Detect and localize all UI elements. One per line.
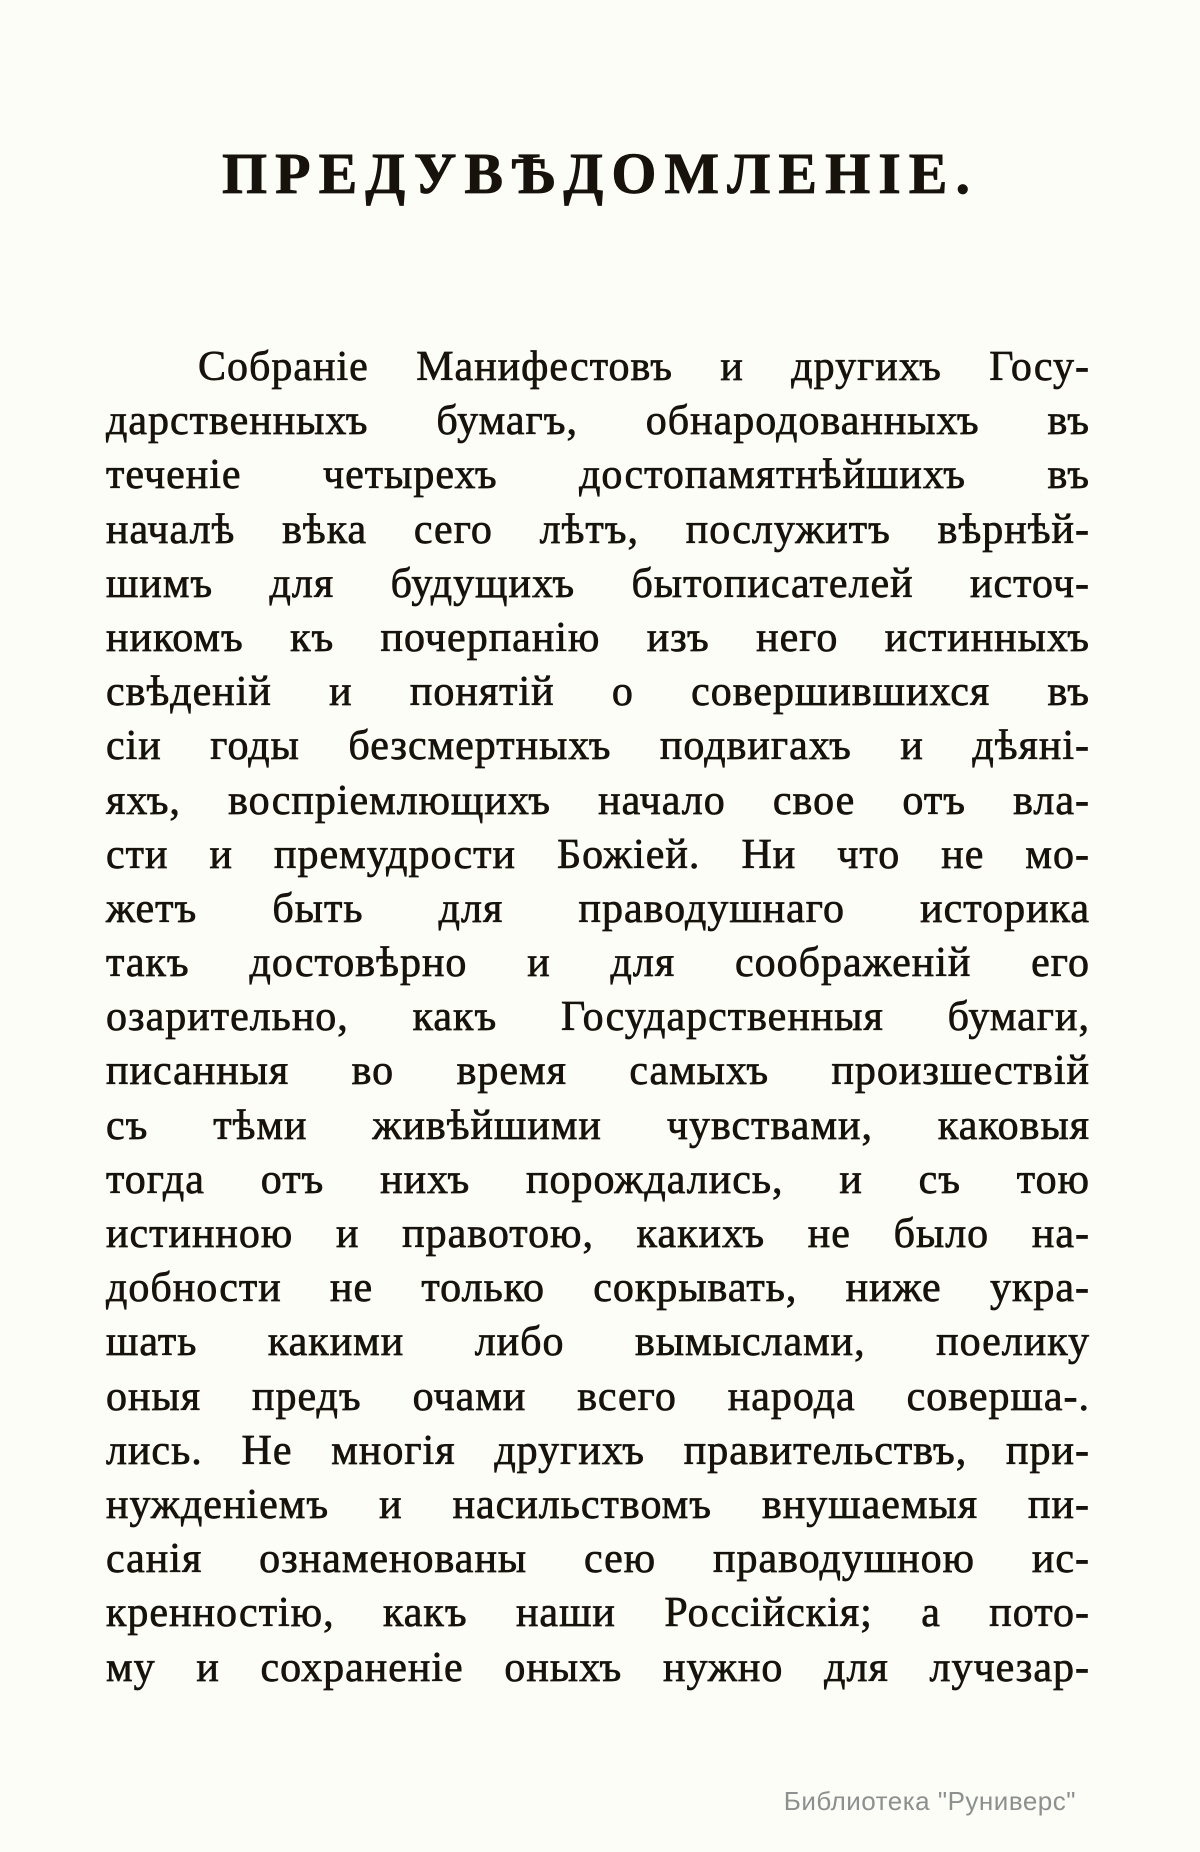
body-line: му и сохраненіе оныхъ нужно для лучезар- <box>106 1644 1090 1691</box>
body-line: оныя предъ очами всего народа соверша-. <box>106 1373 1090 1420</box>
body-line: нужденіемъ и насильствомъ внушаемыя пи- <box>106 1481 1090 1528</box>
body-line: добности не только сокрывать, ниже укра- <box>106 1265 1090 1312</box>
body-line: яхъ, воспріемлющихъ начало свое отъ вла- <box>106 777 1090 824</box>
body-line: сіи годы безсмертныхъ подвигахъ и дѣяні- <box>106 723 1090 770</box>
body-line: писанныя во время самыхъ произшествій <box>106 1048 1090 1095</box>
body-line: теченіе четырехъ достопамятнѣйшихъ въ <box>106 452 1090 499</box>
body-line: съ тѣми живѣйшими чувствами, каковыя <box>106 1102 1090 1149</box>
body-line: тогда отъ нихъ порождались, и съ тою <box>106 1156 1090 1203</box>
body-line: жетъ быть для праводушнаго историка <box>106 885 1090 932</box>
body-line: никомъ къ почерпанію изъ него истинныхъ <box>106 614 1090 661</box>
library-watermark: Библиотека "Руниверс" <box>783 1786 1076 1816</box>
body-line: озарительно, какъ Государственныя бумаги, <box>106 994 1090 1041</box>
body-line: началѣ вѣка сего лѣтъ, послужитъ вѣрнѣй- <box>106 506 1090 553</box>
body-line: такъ достовѣрно и для соображеній его <box>106 940 1090 987</box>
body-line: истинною и правотою, какихъ не было на- <box>106 1211 1090 1257</box>
body-line: Собраніе Манифестовъ и другихъ Госу- <box>198 344 1090 390</box>
page-title: ПРЕДУВѢДОМЛЕНІЕ. <box>222 141 978 206</box>
body-line: сти и премудрости Божіей. Ни что не мо- <box>106 831 1090 878</box>
body-line: лись. Не многія другихъ правительствъ, при- <box>106 1427 1090 1474</box>
body-line: шать какими либо вымыслами, поелику <box>106 1319 1090 1366</box>
body-line: дарственныхъ бумагъ, обнародованныхъ въ <box>106 398 1090 445</box>
body-paragraph <box>106 340 1090 1695</box>
body-line: санія ознаменованы сею праводушною ис- <box>106 1536 1090 1583</box>
body-line: кренностію, какъ наши Россійскія; а пото- <box>106 1590 1090 1637</box>
body-line: свѣденій и понятій о совершившихся въ <box>106 669 1090 716</box>
body-line: шимъ для будущихъ бытописателей источ- <box>106 560 1090 607</box>
